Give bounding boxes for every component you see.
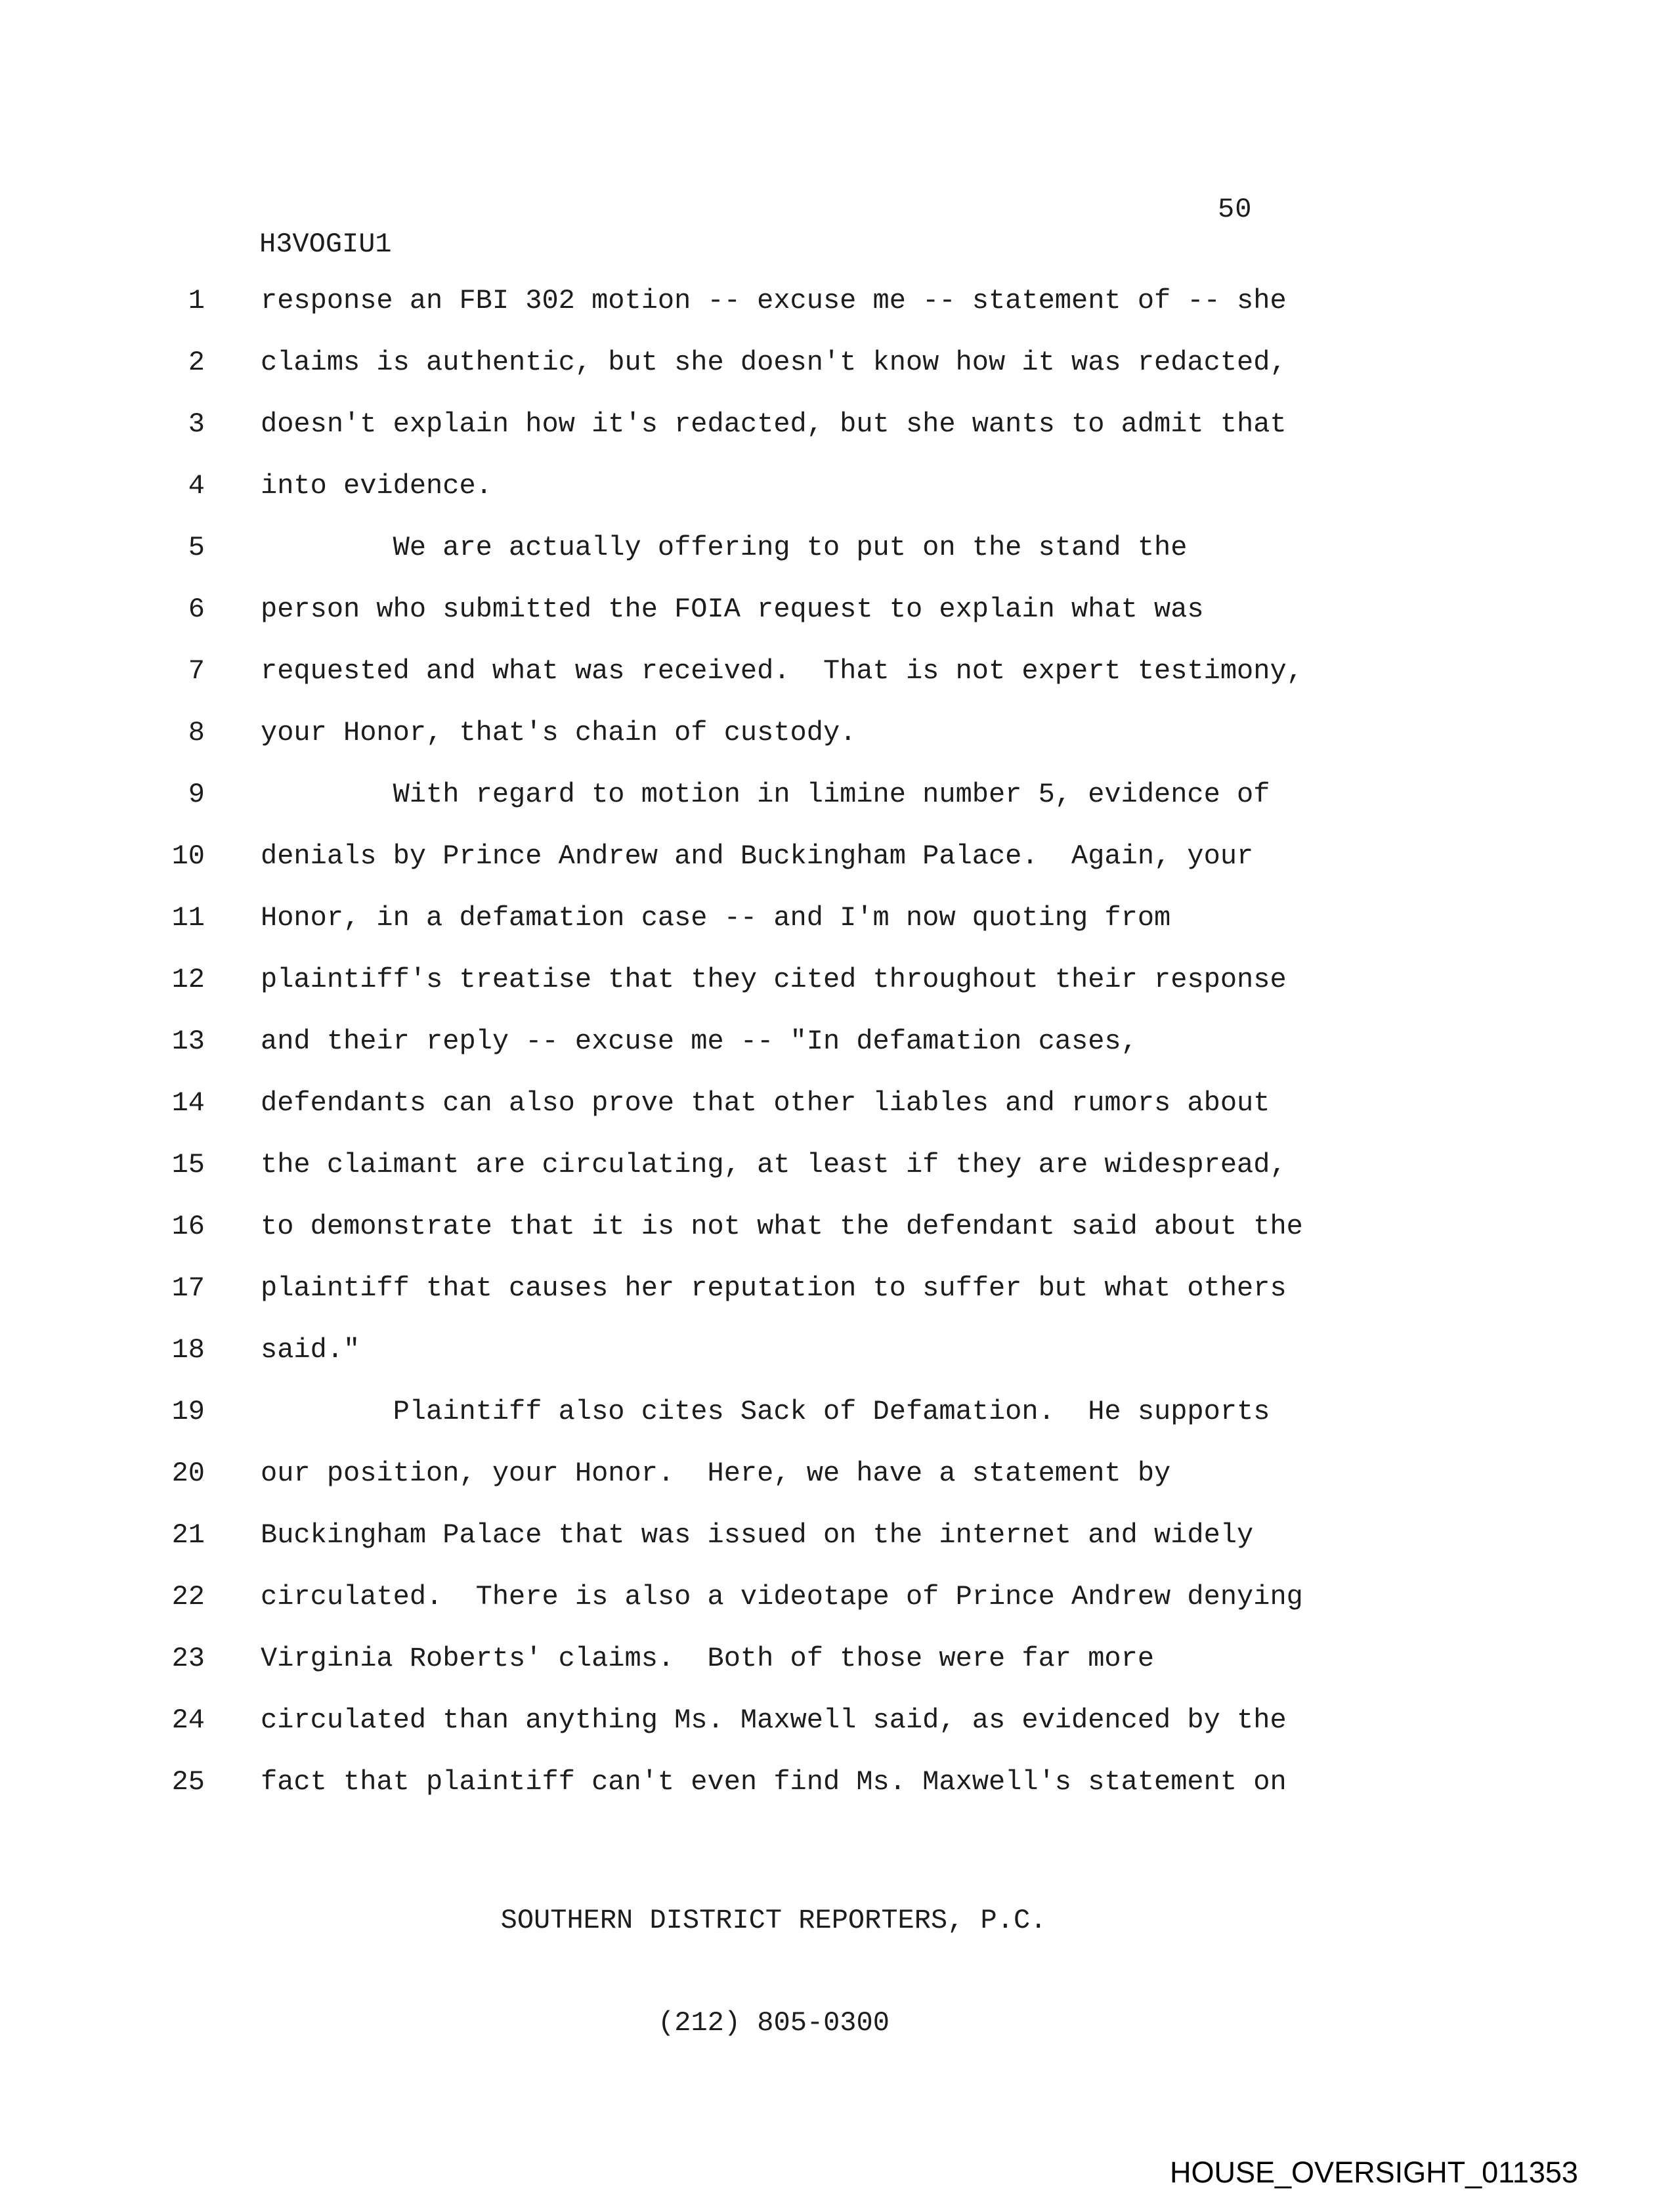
line-text: circulated. There is also a videotape of Prince Andrew denying bbox=[261, 1581, 1303, 1613]
transcript-line bbox=[0, 1641, 1674, 1703]
line-text: With regard to motion in limine number 5, evidence of bbox=[261, 779, 1270, 810]
line-number: 22 bbox=[171, 1581, 205, 1613]
transcript-body bbox=[0, 284, 1674, 1827]
reporter-phone: (212) 805-0300 bbox=[658, 2007, 890, 2039]
line-text: Virginia Roberts' claims. Both of those were far more bbox=[261, 1643, 1155, 1674]
line-number: 4 bbox=[188, 470, 205, 502]
line-number: 23 bbox=[171, 1643, 205, 1674]
transcript-line bbox=[0, 592, 1674, 654]
transcript-line bbox=[0, 1703, 1674, 1765]
line-text: defendants can also prove that other liables and rumors about bbox=[261, 1087, 1270, 1119]
transcript-line bbox=[0, 1518, 1674, 1580]
line-text: plaintiff's treatise that they cited throughout their response bbox=[261, 964, 1287, 995]
line-text: to demonstrate that it is not what the defendant said about the bbox=[261, 1211, 1303, 1242]
transcript-line bbox=[0, 777, 1674, 839]
reporter-footer bbox=[261, 1835, 1287, 2108]
line-number: 5 bbox=[188, 532, 205, 563]
line-text: your Honor, that's chain of custody. bbox=[261, 717, 857, 748]
transcript-line bbox=[0, 901, 1674, 963]
line-text: Buckingham Palace that was issued on the internet and widely bbox=[261, 1519, 1254, 1551]
line-number: 7 bbox=[188, 655, 205, 687]
transcript-line bbox=[0, 1148, 1674, 1209]
line-text: Plaintiff also cites Sack of Defamation. He supports bbox=[261, 1396, 1270, 1427]
line-text: claims is authentic, but she doesn't know how it was redacted, bbox=[261, 347, 1287, 378]
line-text: our position, your Honor. Here, we have a statement by bbox=[261, 1458, 1171, 1489]
line-number: 25 bbox=[171, 1766, 205, 1798]
transcript-line bbox=[0, 1271, 1674, 1333]
transcript-line bbox=[0, 1765, 1674, 1827]
line-number: 6 bbox=[188, 594, 205, 625]
line-text: into evidence. bbox=[261, 470, 492, 502]
line-text: requested and what was received. That is not expert testimony, bbox=[261, 655, 1303, 687]
transcript-line bbox=[0, 654, 1674, 716]
transcript-line bbox=[0, 1580, 1674, 1641]
transcript-line bbox=[0, 407, 1674, 469]
line-text: denials by Prince Andrew and Buckingham Palace. Again, your bbox=[261, 840, 1254, 872]
line-number: 24 bbox=[171, 1704, 205, 1736]
line-text: plaintiff that causes her reputation to suffer but what others bbox=[261, 1272, 1287, 1304]
transcript-line bbox=[0, 1209, 1674, 1271]
transcript-line bbox=[0, 963, 1674, 1024]
line-number: 1 bbox=[188, 285, 205, 316]
line-text: said." bbox=[261, 1334, 360, 1366]
transcript-header-id: H3VOGIU1 bbox=[259, 228, 392, 260]
line-text: and their reply -- excuse me -- "In defamation cases, bbox=[261, 1026, 1138, 1057]
line-number: 16 bbox=[171, 1211, 205, 1242]
line-number: 20 bbox=[171, 1458, 205, 1489]
line-text: circulated than anything Ms. Maxwell said, as evidenced by the bbox=[261, 1704, 1287, 1736]
line-text: the claimant are circulating, at least if they are widespread, bbox=[261, 1149, 1287, 1181]
line-number: 19 bbox=[171, 1396, 205, 1427]
transcript-line bbox=[0, 1086, 1674, 1148]
line-text: person who submitted the FOIA request to explain what was bbox=[261, 594, 1204, 625]
page-number: 50 bbox=[1218, 194, 1253, 225]
line-number: 17 bbox=[171, 1272, 205, 1304]
line-number: 2 bbox=[188, 347, 205, 378]
line-number: 11 bbox=[171, 902, 205, 934]
transcript-line bbox=[0, 839, 1674, 901]
line-number: 13 bbox=[171, 1026, 205, 1057]
line-number: 14 bbox=[171, 1087, 205, 1119]
line-number: 18 bbox=[171, 1334, 205, 1366]
transcript-line bbox=[0, 716, 1674, 777]
line-number: 21 bbox=[171, 1519, 205, 1551]
line-number: 12 bbox=[171, 964, 205, 995]
line-text: Honor, in a defamation case -- and I'm now quoting from bbox=[261, 902, 1171, 934]
transcript-line bbox=[0, 284, 1674, 345]
line-text: doesn't explain how it's redacted, but she wants to admit that bbox=[261, 408, 1287, 440]
transcript-line bbox=[0, 1456, 1674, 1518]
line-text: response an FBI 302 motion -- excuse me -- statement of -- she bbox=[261, 285, 1287, 316]
line-number: 15 bbox=[171, 1149, 205, 1181]
transcript-line bbox=[0, 1333, 1674, 1395]
line-number: 3 bbox=[188, 408, 205, 440]
transcript-line bbox=[0, 531, 1674, 592]
line-number: 8 bbox=[188, 717, 205, 748]
bates-stamp: HOUSE_OVERSIGHT_011353 bbox=[1170, 2156, 1578, 2189]
line-number: 10 bbox=[171, 840, 205, 872]
transcript-line bbox=[0, 1024, 1674, 1086]
line-number: 9 bbox=[188, 779, 205, 810]
transcript-line bbox=[0, 469, 1674, 531]
transcript-line bbox=[0, 1395, 1674, 1456]
line-text: fact that plaintiff can't even find Ms. Maxwell's statement on bbox=[261, 1766, 1287, 1798]
line-text: We are actually offering to put on the stand the bbox=[261, 532, 1188, 563]
reporter-name: SOUTHERN DISTRICT REPORTERS, P.C. bbox=[500, 1905, 1047, 1936]
transcript-line bbox=[0, 345, 1674, 407]
